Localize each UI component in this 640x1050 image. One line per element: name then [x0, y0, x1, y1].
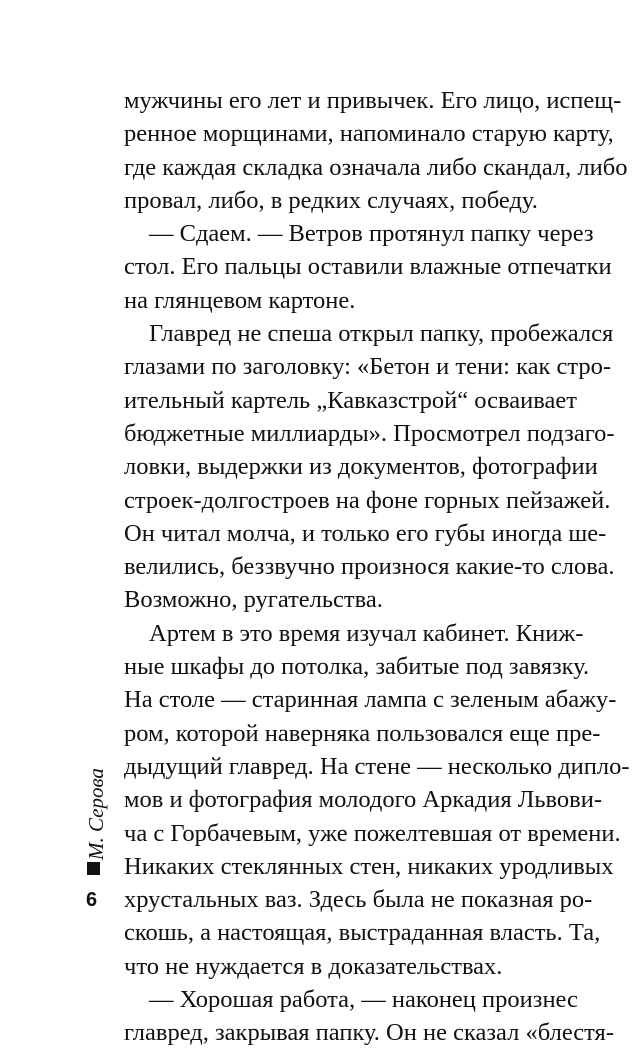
text-line: скошь, а настоящая, выстраданная власть. Та, — [124, 919, 601, 947]
text-line: ром, которой наверняка пользовался еще пре- — [124, 719, 601, 747]
text-line: На столе — старинная лампа с зеленым абажу- — [124, 686, 617, 714]
paragraph-1 — [124, 84, 628, 217]
running-head — [80, 768, 120, 860]
text-line: главред, закрывая папку. Он не сказал «блестя- — [124, 1019, 614, 1047]
paragraph-3 — [124, 317, 615, 617]
body-text — [124, 84, 630, 1050]
text-line: бюджетные миллиарды». Просмотрел подзаго- — [124, 419, 615, 447]
paragraph-4 — [124, 617, 630, 983]
running-head-author: М. Серова — [84, 768, 108, 860]
square-marker-icon — [87, 862, 100, 875]
text-line: дыдущий главред. На стене — несколько дипло- — [124, 752, 630, 780]
text-line: хрустальных ваз. Здесь была не показная ро- — [124, 886, 593, 914]
text-line: мужчины его лет и привычек. Его лицо, испещ- — [124, 87, 622, 114]
text-line: провал, либо, в редких случаях, победу. — [124, 186, 538, 214]
text-line: Артем в это время изучал кабинет. Книж- — [149, 619, 584, 647]
text-line: где каждая складка означала либо скандал, либо — [124, 153, 628, 181]
text-line: Возможно, ругательства. — [124, 586, 383, 614]
text-line: на глянцевом картоне. — [124, 286, 356, 314]
text-line: — Хорошая работа, — наконец произнес — [149, 986, 578, 1014]
text-line: глазами по заголовку: «Бетон и тени: как стро- — [124, 353, 612, 381]
text-line: мов и фотография молодого Аркадия Львови- — [124, 786, 603, 814]
text-line: велились, беззвучно произнося какие-то слова. — [124, 553, 615, 581]
text-line: Главред не спеша открыл папку, пробежался — [149, 320, 614, 348]
text-line: стол. Его пальцы оставили влажные отпечатки — [124, 253, 612, 281]
text-line: ные шкафы до потолка, забитые под завязку. — [124, 653, 590, 681]
text-line: ловки, выдержки из документов, фотографии — [124, 453, 598, 481]
text-line: что не нуждается в доказательствах. — [124, 952, 503, 980]
text-line: Он читал молча, и только его губы иногда ше- — [124, 519, 607, 547]
text-line: Никаких стеклянных стен, никаких уродливых — [124, 852, 614, 880]
text-line: — Сдаем. — Ветров протянул папку через — [149, 220, 594, 248]
paragraph-2 — [124, 217, 612, 317]
text-line: ительный картель „Кавказстрой“ осваивает — [124, 386, 577, 414]
page-number: 6 — [86, 889, 98, 911]
text-line: ча с Горбачевым, уже пожелтевшая от времени. — [124, 819, 621, 847]
text-line: ренное морщинами, напоминало старую карту, — [124, 120, 614, 148]
text-line: строек-долгостроев на фоне горных пейзажей. — [124, 486, 611, 514]
paragraph-5 — [124, 983, 614, 1050]
